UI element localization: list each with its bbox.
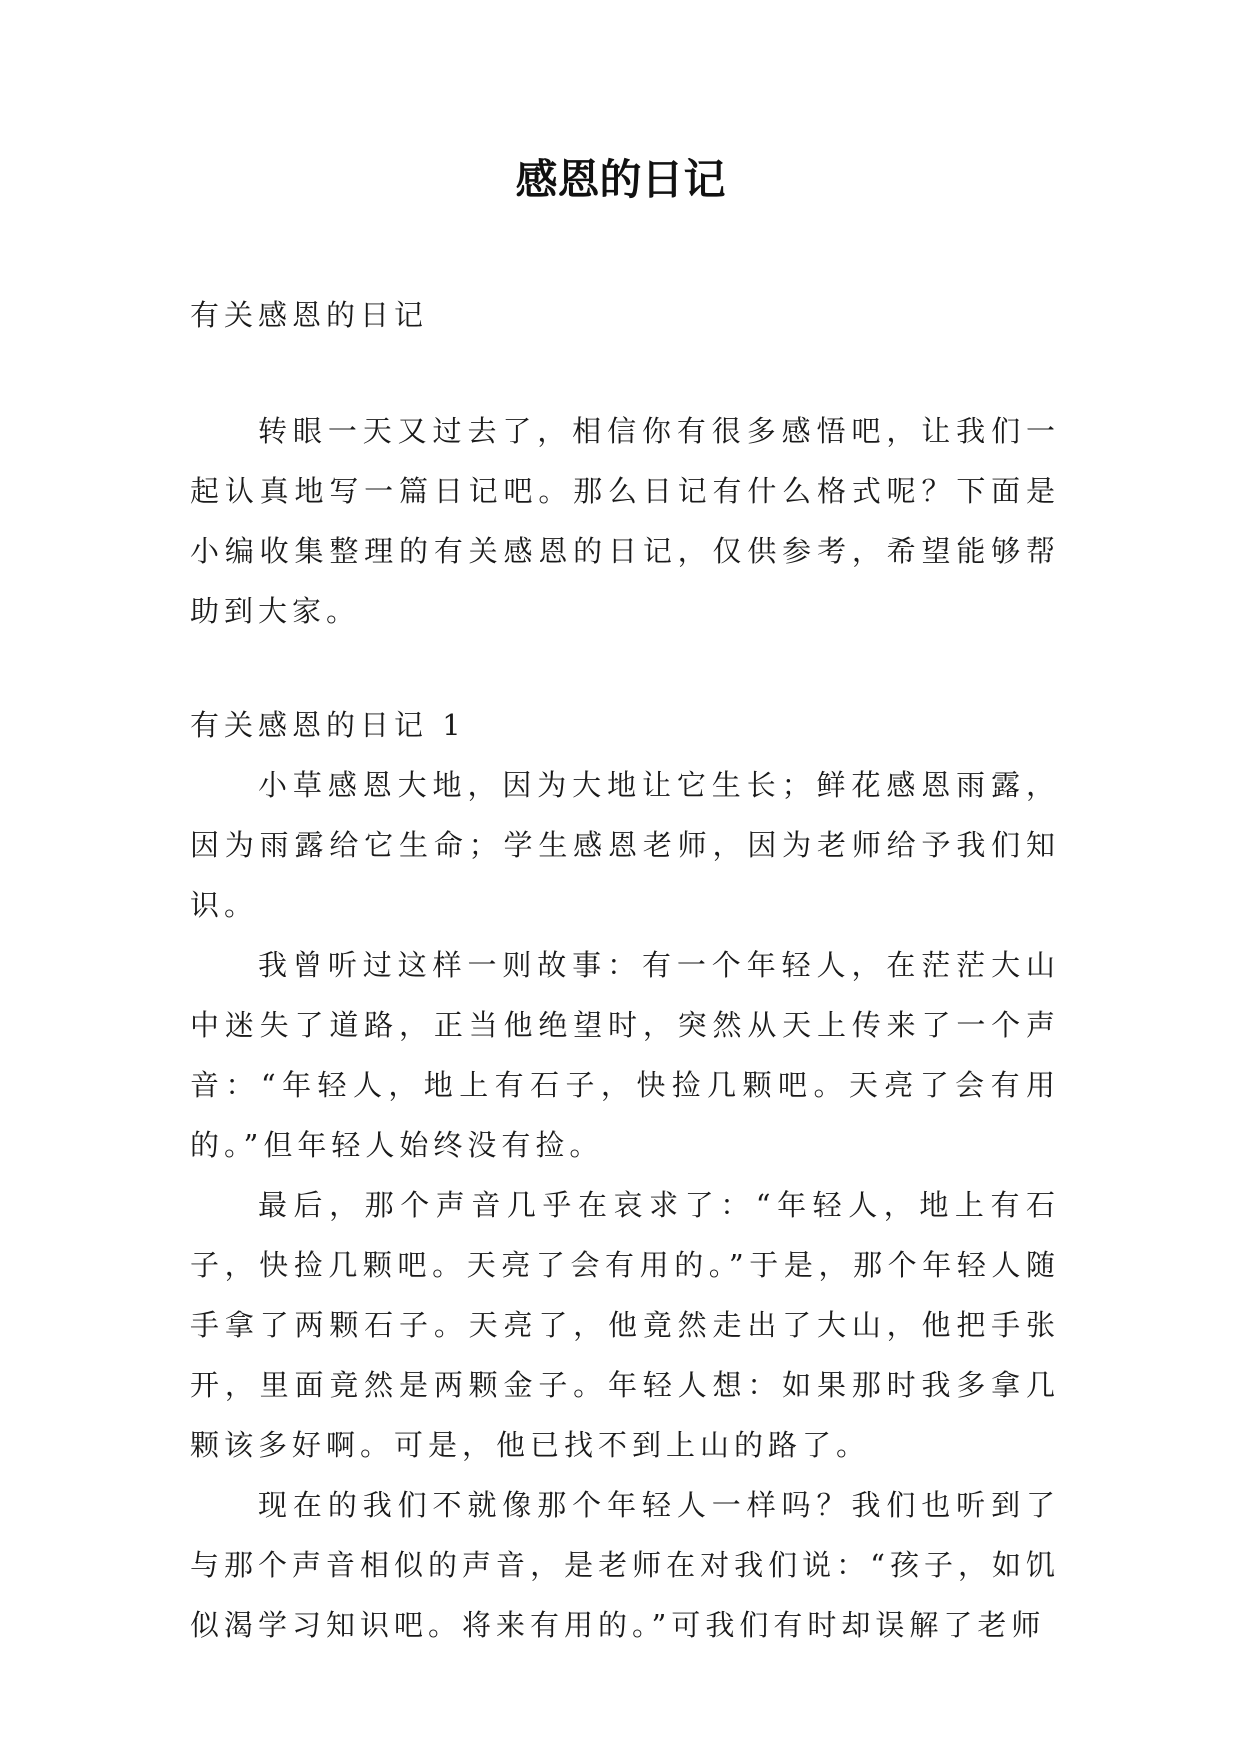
document-subtitle: 有关感恩的日记	[190, 298, 429, 332]
body-paragraph: 最后，那个声音几乎在哀求了：“年轻人，地上有石子，快捡几颗吧。天亮了会有用的。”于是，那个年轻人随手拿了两颗石子。天亮了，他竟然走出了大山，他把手张开，里面竟然是两颗金子。年轻人想：如果那时我多拿几颗该多好啊。可是，他已找不到上山的路了。	[190, 1188, 1060, 1462]
section-body	[190, 755, 1060, 1655]
section-heading: 有关感恩的日记 1	[190, 708, 466, 742]
body-paragraph: 小草感恩大地，因为大地让它生长；鲜花感恩雨露，因为雨露给它生命；学生感恩老师，因为老师给予我们知识。	[190, 768, 1060, 922]
intro-paragraph: 转眼一天又过去了，相信你有很多感悟吧，让我们一起认真地写一篇日记吧。那么日记有什么格式呢？下面是小编收集整理的有关感恩的日记，仅供参考，希望能够帮助到大家。	[190, 414, 1060, 628]
body-paragraph: 现在的我们不就像那个年轻人一样吗？我们也听到了与那个声音相似的声音，是老师在对我们说：“孩子，如饥似渴学习知识吧。将来有用的。”可我们有时却误解了老师	[190, 1488, 1060, 1642]
body-paragraph: 我曾听过这样一则故事：有一个年轻人，在茫茫大山中迷失了道路，正当他绝望时，突然从天上传来了一个声音：“年轻人，地上有石子，快捡几颗吧。天亮了会有用的。”但年轻人始终没有捡。	[190, 948, 1060, 1162]
document-title: 感恩的日记	[515, 155, 726, 204]
